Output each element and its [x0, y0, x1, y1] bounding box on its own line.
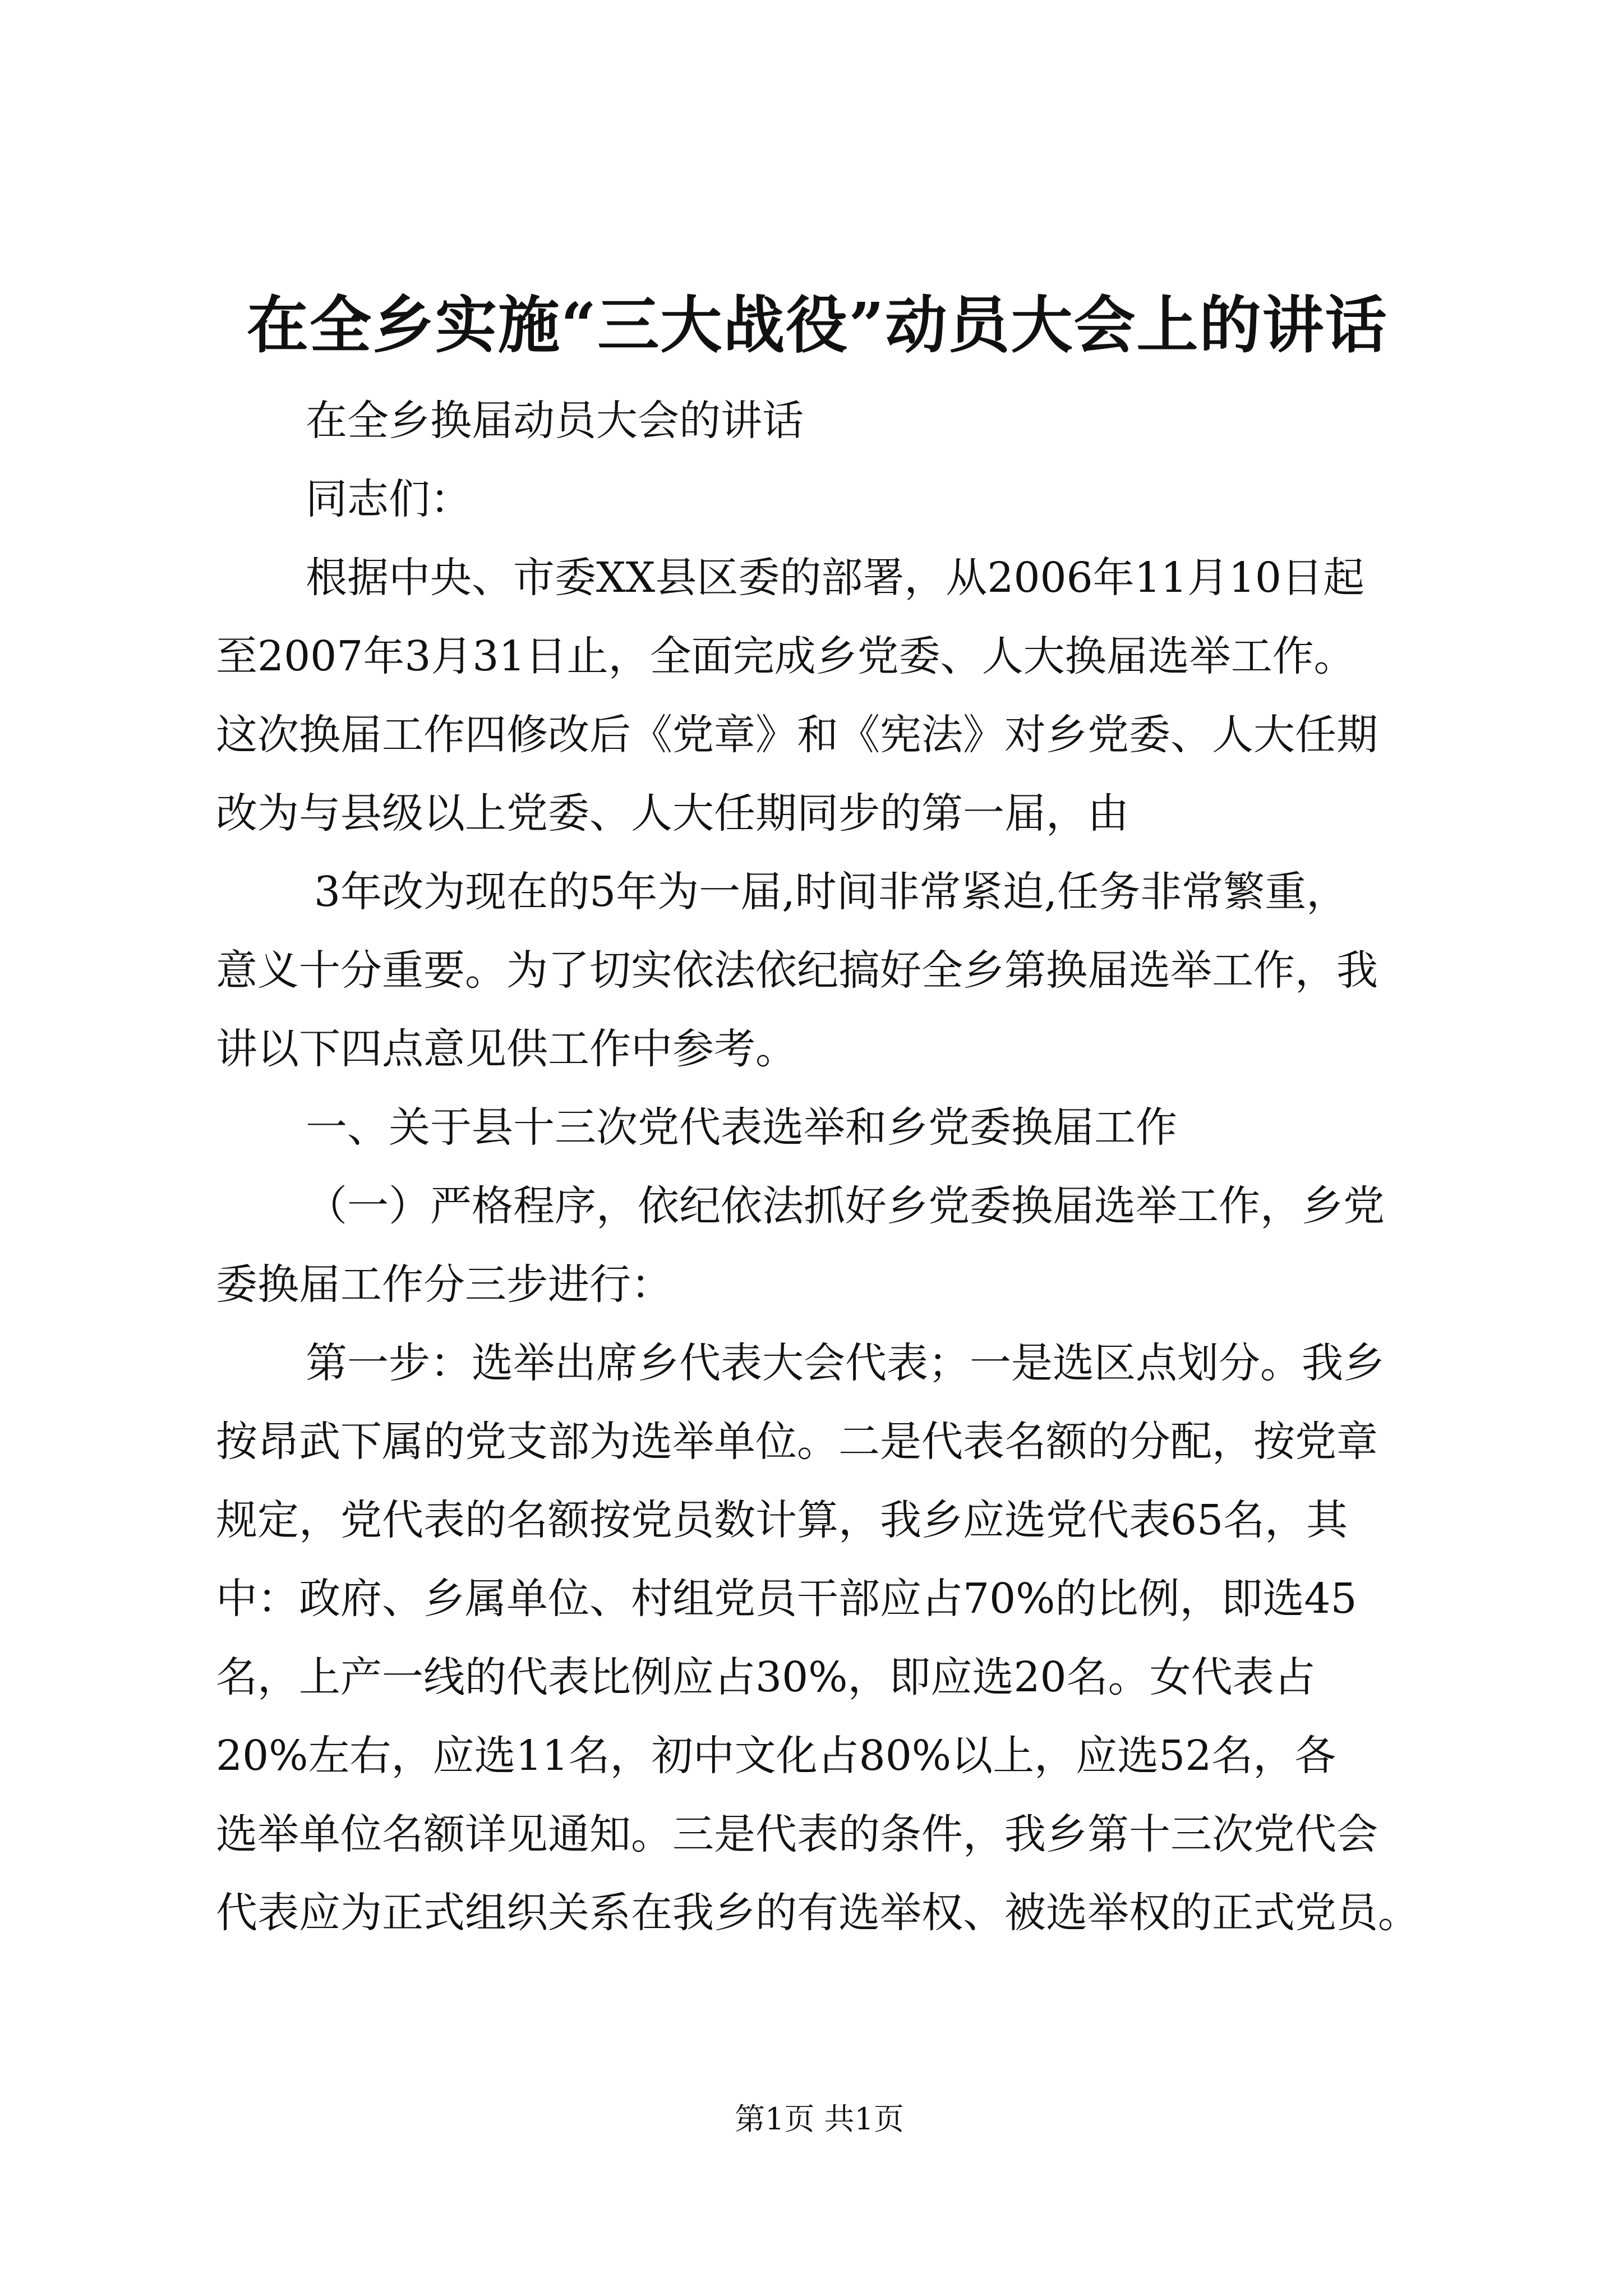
body-line: 在全乡换届动员大会的讲话 — [306, 397, 804, 445]
body-line: 第一步：选举出席乡代表大会代表；一是选区点划分。我乡 — [306, 1339, 1385, 1387]
body-line: 根据中央、市委XX县区委的部署，从2006年11月10日起 — [306, 554, 1365, 602]
body-line: 3年改为现在的5年为一届,时间非常紧迫,任务非常繁重， — [314, 868, 1348, 916]
body-line: 名，上产一线的代表比例应占30%，即应选20名。女代表占 — [216, 1653, 1316, 1701]
body-line: 规定，党代表的名额按党员数计算，我乡应选党代表65名，其 — [216, 1496, 1348, 1544]
body-line: 至2007年3月31日止，全面完成乡党委、人大换届选举工作。 — [216, 632, 1355, 680]
page-footer: 第1页 共1页 — [735, 2101, 904, 2137]
body-line: 代表应为正式组织关系在我乡的有选举权、被选举权的正式党员。 — [216, 1889, 1419, 1937]
document-title: 在全乡实施“三大战役”动员大会上的讲话 — [247, 289, 1388, 361]
body-line: 20%左右，应选11名，初中文化占80%以上，应选52名，各 — [216, 1732, 1336, 1780]
body-line: 选举单位名额详见通知。三是代表的条件，我乡第十三次党代会 — [216, 1810, 1378, 1858]
body-line: 意义十分重要。为了切实依法依纪搞好全乡第换届选举工作，我 — [216, 946, 1378, 995]
body-line: （一）严格程序，依纪依法抓好乡党委换届选举工作，乡党 — [306, 1182, 1385, 1230]
body-line: 按昂武下属的党支部为选举单位。二是代表名额的分配，按党章 — [216, 1418, 1378, 1466]
body-line: 同志们： — [306, 475, 472, 523]
body-line: 改为与县级以上党委、人大任期同步的第一届，由 — [216, 789, 1129, 838]
body-line: 委换届工作分三步进行： — [216, 1260, 672, 1309]
body-line: 一、关于县十三次党代表选举和乡党委换届工作 — [306, 1103, 1177, 1152]
body-line: 这次换届工作四修改后《党章》和《宪法》对乡党委、人大任期 — [216, 711, 1378, 759]
body-line: 中：政府、乡属单位、村组党员干部应占70%的比例，即选45 — [216, 1575, 1357, 1623]
body-line: 讲以下四点意见供工作中参考。 — [216, 1025, 797, 1073]
